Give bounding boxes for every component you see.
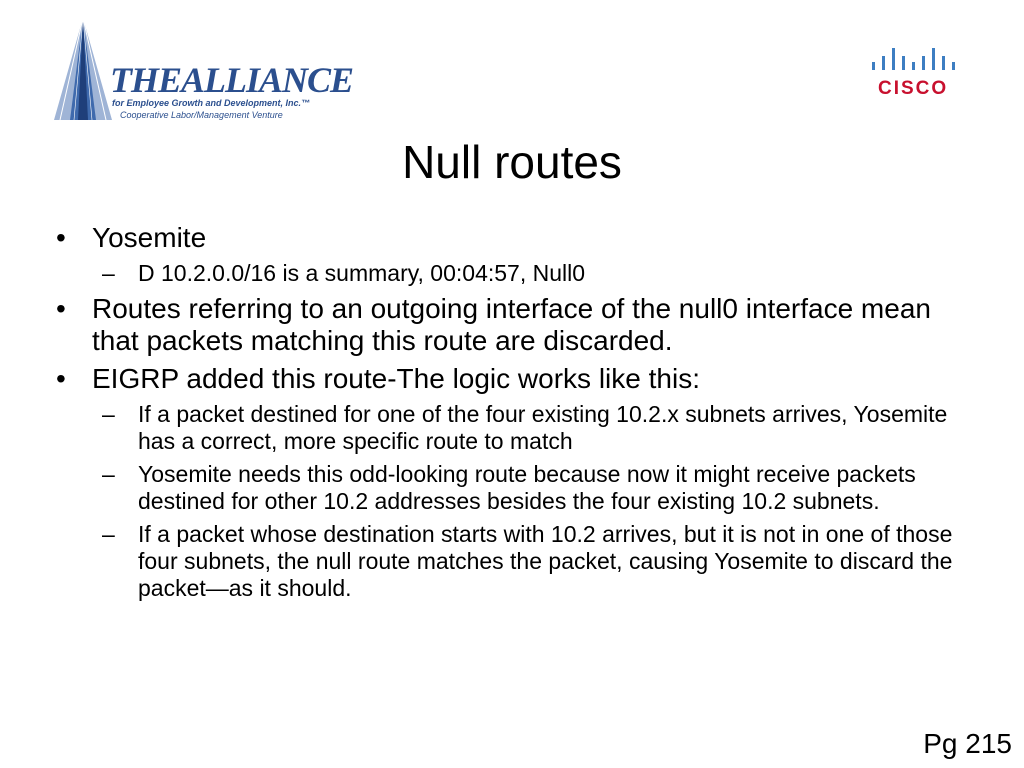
- bullet-text: D 10.2.0.0/16 is a summary, 00:04:57, Null0: [138, 260, 586, 286]
- alliance-venture-line: Cooperative Labor/Management Venture: [120, 110, 283, 120]
- bullet-marker: •: [56, 363, 66, 394]
- bullet-item: [52, 363, 962, 395]
- bullet-text: If a packet destined for one of the four existing 10.2.x subnets arrives, Yosemite has a correct, more specific route to match: [138, 401, 948, 454]
- bullet-item: [52, 293, 962, 357]
- alliance-logo: [48, 16, 354, 126]
- bullet-marker: •: [56, 222, 66, 253]
- sub-bullet-item: [52, 521, 962, 602]
- alliance-wordmark: THEALLIANCE: [110, 60, 354, 100]
- bullet-text: Routes referring to an outgoing interface of the null0 interface mean that packets matching this route are discarded.: [92, 293, 931, 356]
- dash-marker: –: [102, 461, 115, 487]
- dash-marker: –: [102, 401, 115, 427]
- sub-bullet-item: [52, 260, 962, 287]
- cisco-wordmark: CISCO: [878, 78, 949, 99]
- bullet-marker: •: [56, 293, 66, 324]
- dash-marker: –: [102, 521, 115, 547]
- page-number: Pg 215: [923, 728, 1012, 759]
- pyramid-icon: [48, 16, 118, 126]
- bullet-text: Yosemite needs this odd-looking route because now it might receive packets destined for other 10.2 addresses besides the four existing 10.2 subnets.: [138, 461, 916, 514]
- bullet-list: [52, 222, 962, 608]
- dash-marker: –: [102, 260, 115, 286]
- cisco-bars-icon: [866, 44, 956, 76]
- bullet-text: EIGRP added this route-The logic works like this:: [92, 363, 700, 394]
- sub-bullet-item: [52, 461, 962, 515]
- cisco-logo: [866, 44, 966, 104]
- bullet-text: Yosemite: [92, 222, 207, 253]
- bullet-text: If a packet whose destination starts with 10.2 arrives, but it is not in one of those four subnets, the null route matches the packet, causing Yosemite to discard the packet—as it should.: [138, 521, 953, 601]
- slide-title: Null routes: [402, 136, 622, 188]
- bullet-item: [52, 222, 962, 254]
- alliance-tagline: for Employee Growth and Development, Inc.™: [112, 98, 311, 108]
- sub-bullet-item: [52, 401, 962, 455]
